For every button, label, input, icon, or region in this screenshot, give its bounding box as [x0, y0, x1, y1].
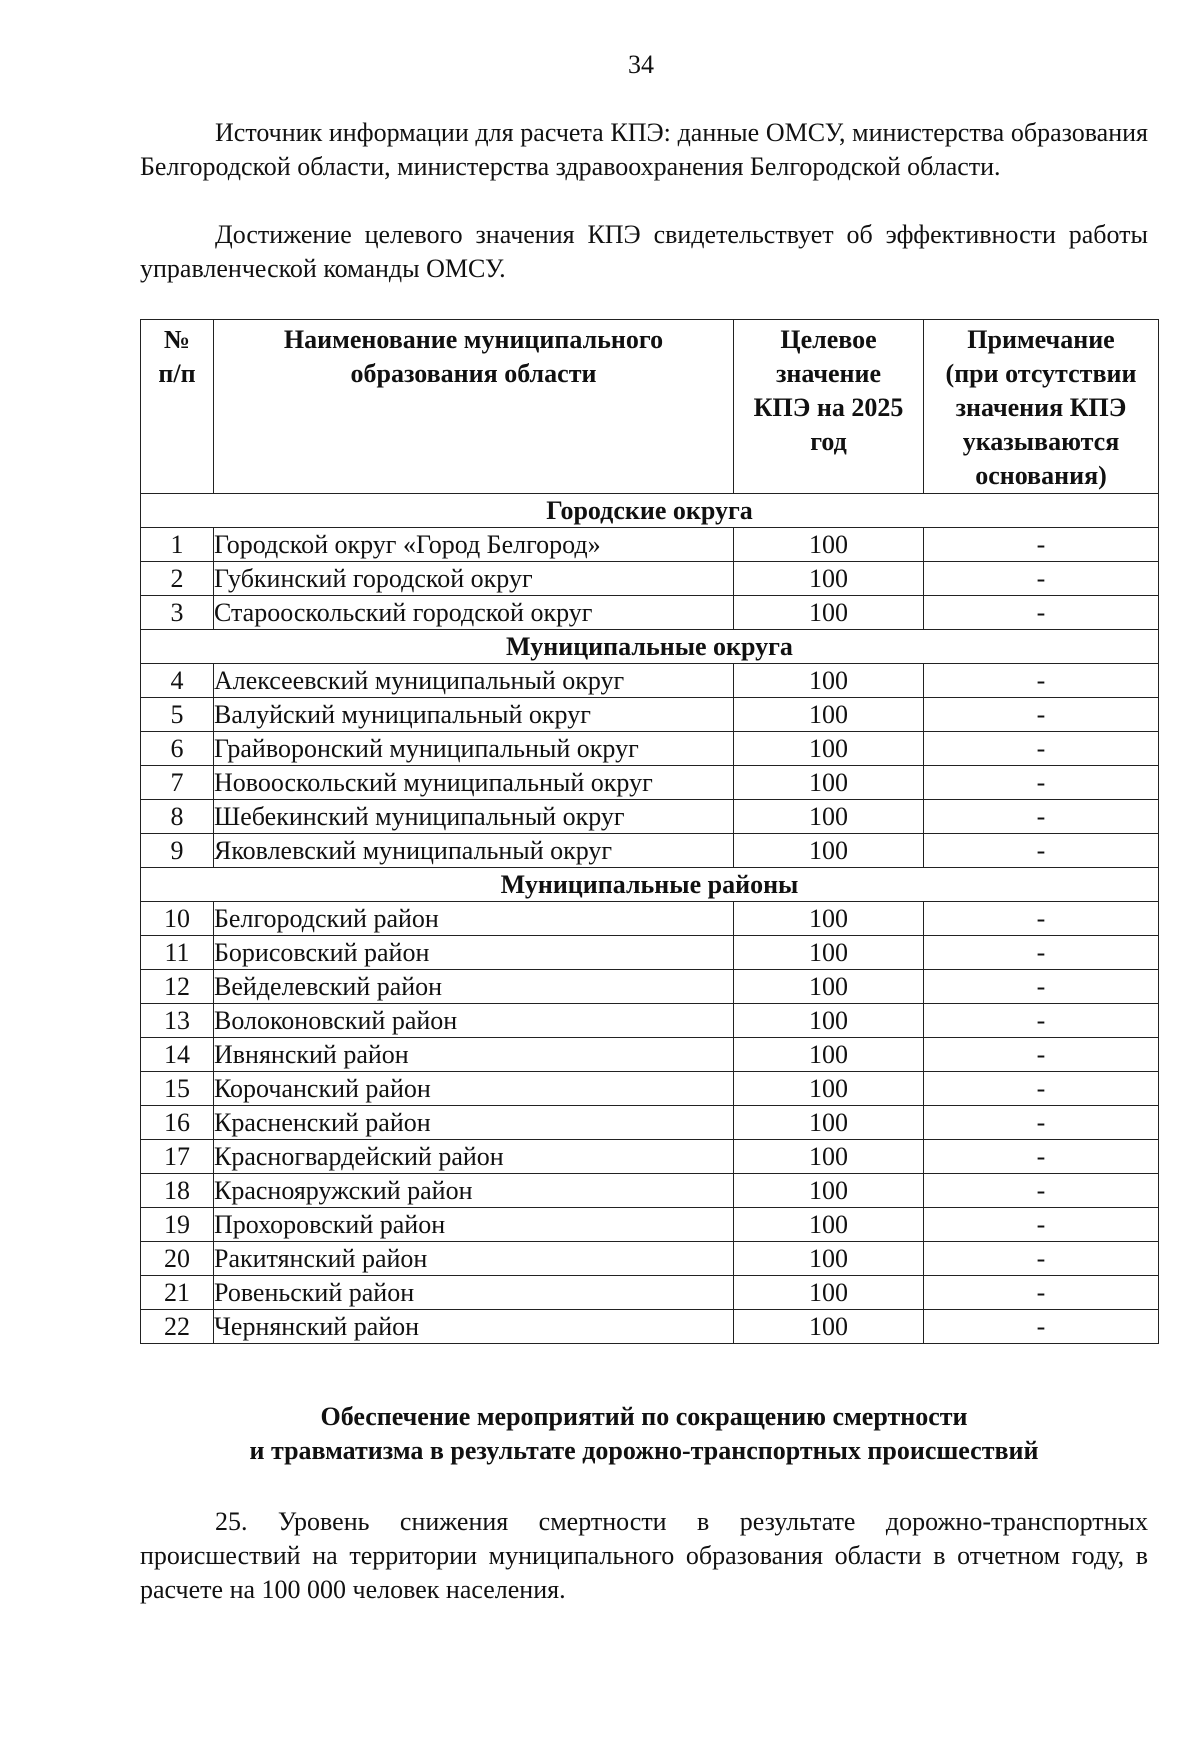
row-number: 22 [141, 1310, 214, 1344]
table-section-row [141, 630, 1159, 664]
row-number: 8 [141, 800, 214, 834]
target-value: 100 [734, 1208, 924, 1242]
note-cell: - [924, 834, 1159, 868]
row-number: 3 [141, 596, 214, 630]
target-value: 100 [734, 1242, 924, 1276]
table-row [141, 1038, 1159, 1072]
municipality-name: Волоконовский район [214, 1004, 734, 1038]
note-cell: - [924, 766, 1159, 800]
note-cell: - [924, 1276, 1159, 1310]
table-row [141, 528, 1159, 562]
table-row [141, 1242, 1159, 1276]
table-row [141, 936, 1159, 970]
note-cell: - [924, 1242, 1159, 1276]
table-row [141, 1106, 1159, 1140]
target-value: 100 [734, 936, 924, 970]
header-name: Наименование муниципального образования области [214, 320, 734, 494]
section-heading: Обеспечение мероприятий по сокращению смертности и травматизма в результате дорожно-транспортных происшествий [249, 1402, 1039, 1465]
row-number: 2 [141, 562, 214, 596]
municipality-name: Борисовский район [214, 936, 734, 970]
table-section-row [141, 868, 1159, 902]
target-value: 100 [734, 970, 924, 1004]
note-cell: - [924, 902, 1159, 936]
table-row [141, 1276, 1159, 1310]
page-number: 34 [628, 50, 654, 79]
municipality-name: Старооскольский городской округ [214, 596, 734, 630]
note-cell: - [924, 1140, 1159, 1174]
note-cell: - [924, 1072, 1159, 1106]
target-value: 100 [734, 800, 924, 834]
table-row [141, 834, 1159, 868]
header-note: Примечание (при отсутствии значения КПЭ указываются основания) [924, 320, 1159, 494]
municipality-name: Грайворонский муниципальный округ [214, 732, 734, 766]
row-number: 13 [141, 1004, 214, 1038]
row-number: 20 [141, 1242, 214, 1276]
table-row [141, 800, 1159, 834]
table-row [141, 766, 1159, 800]
header-number: № п/п [141, 320, 214, 494]
table-row [141, 970, 1159, 1004]
row-number: 5 [141, 698, 214, 732]
target-value: 100 [734, 562, 924, 596]
row-number: 12 [141, 970, 214, 1004]
target-value: 100 [734, 732, 924, 766]
note-cell: - [924, 1106, 1159, 1140]
municipality-name: Губкинский городской округ [214, 562, 734, 596]
note-cell: - [924, 1208, 1159, 1242]
target-value: 100 [734, 1004, 924, 1038]
achievement-paragraph: Достижение целевого значения КПЭ свидетельствует об эффективности работы управленческой команды ОМСУ. [140, 220, 1148, 283]
row-number: 6 [141, 732, 214, 766]
table-header-row [141, 320, 1159, 494]
note-cell: - [924, 698, 1159, 732]
municipality-name: Красногвардейский район [214, 1140, 734, 1174]
target-value: 100 [734, 1072, 924, 1106]
target-value: 100 [734, 528, 924, 562]
municipality-name: Ракитянский район [214, 1242, 734, 1276]
municipality-name: Прохоровский район [214, 1208, 734, 1242]
row-number: 1 [141, 528, 214, 562]
target-value: 100 [734, 1276, 924, 1310]
table-row [141, 596, 1159, 630]
target-value: 100 [734, 1174, 924, 1208]
municipality-name: Вейделевский район [214, 970, 734, 1004]
municipality-name: Корочанский район [214, 1072, 734, 1106]
table-row [141, 1072, 1159, 1106]
note-cell: - [924, 562, 1159, 596]
municipality-name: Валуйский муниципальный округ [214, 698, 734, 732]
row-number: 16 [141, 1106, 214, 1140]
municipality-name: Алексеевский муниципальный округ [214, 664, 734, 698]
table-row [141, 562, 1159, 596]
row-number: 10 [141, 902, 214, 936]
note-cell: - [924, 528, 1159, 562]
note-cell: - [924, 1038, 1159, 1072]
municipality-name: Ровеньский район [214, 1276, 734, 1310]
target-value: 100 [734, 1310, 924, 1344]
row-number: 11 [141, 936, 214, 970]
note-cell: - [924, 800, 1159, 834]
table-row [141, 732, 1159, 766]
table-row [141, 902, 1159, 936]
target-value: 100 [734, 1140, 924, 1174]
target-value: 100 [734, 834, 924, 868]
municipality-name: Городской округ «Город Белгород» [214, 528, 734, 562]
section-title: Городские округа [141, 494, 1159, 528]
table-row [141, 1310, 1159, 1344]
municipality-name: Яковлевский муниципальный округ [214, 834, 734, 868]
row-number: 17 [141, 1140, 214, 1174]
note-cell: - [924, 664, 1159, 698]
indicator-25-paragraph: 25. Уровень снижения смертности в результате дорожно-транспортных происшествий на территории муниципального образования области в отчетном году, в расчете на 100 000 человек населения. [140, 1507, 1148, 1604]
row-number: 9 [141, 834, 214, 868]
row-number: 18 [141, 1174, 214, 1208]
kpe-table [140, 319, 1159, 1344]
note-cell: - [924, 596, 1159, 630]
table-row [141, 698, 1159, 732]
note-cell: - [924, 1004, 1159, 1038]
table-row [141, 1004, 1159, 1038]
header-target: Целевое значение КПЭ на 2025 год [734, 320, 924, 494]
municipality-name: Белгородский район [214, 902, 734, 936]
row-number: 4 [141, 664, 214, 698]
row-number: 19 [141, 1208, 214, 1242]
table-row [141, 1208, 1159, 1242]
target-value: 100 [734, 596, 924, 630]
target-value: 100 [734, 902, 924, 936]
target-value: 100 [734, 664, 924, 698]
target-value: 100 [734, 1038, 924, 1072]
row-number: 21 [141, 1276, 214, 1310]
table-row [141, 1140, 1159, 1174]
note-cell: - [924, 970, 1159, 1004]
note-cell: - [924, 1174, 1159, 1208]
target-value: 100 [734, 766, 924, 800]
table-row [141, 664, 1159, 698]
municipality-name: Новооскольский муниципальный округ [214, 766, 734, 800]
section-title: Муниципальные округа [141, 630, 1159, 664]
section-title: Муниципальные районы [141, 868, 1159, 902]
source-paragraph: Источник информации для расчета КПЭ: данные ОМСУ, министерства образования Белгородской области, министерства здравоохранения Белгородской области. [140, 118, 1148, 181]
target-value: 100 [734, 698, 924, 732]
municipality-name: Краснояружский район [214, 1174, 734, 1208]
municipality-name: Ивнянский район [214, 1038, 734, 1072]
target-value: 100 [734, 1106, 924, 1140]
table-section-row [141, 494, 1159, 528]
municipality-name: Чернянский район [214, 1310, 734, 1344]
note-cell: - [924, 936, 1159, 970]
municipality-name: Красненский район [214, 1106, 734, 1140]
row-number: 14 [141, 1038, 214, 1072]
table-row [141, 1174, 1159, 1208]
row-number: 7 [141, 766, 214, 800]
municipality-name: Шебекинский муниципальный округ [214, 800, 734, 834]
note-cell: - [924, 732, 1159, 766]
row-number: 15 [141, 1072, 214, 1106]
note-cell: - [924, 1310, 1159, 1344]
